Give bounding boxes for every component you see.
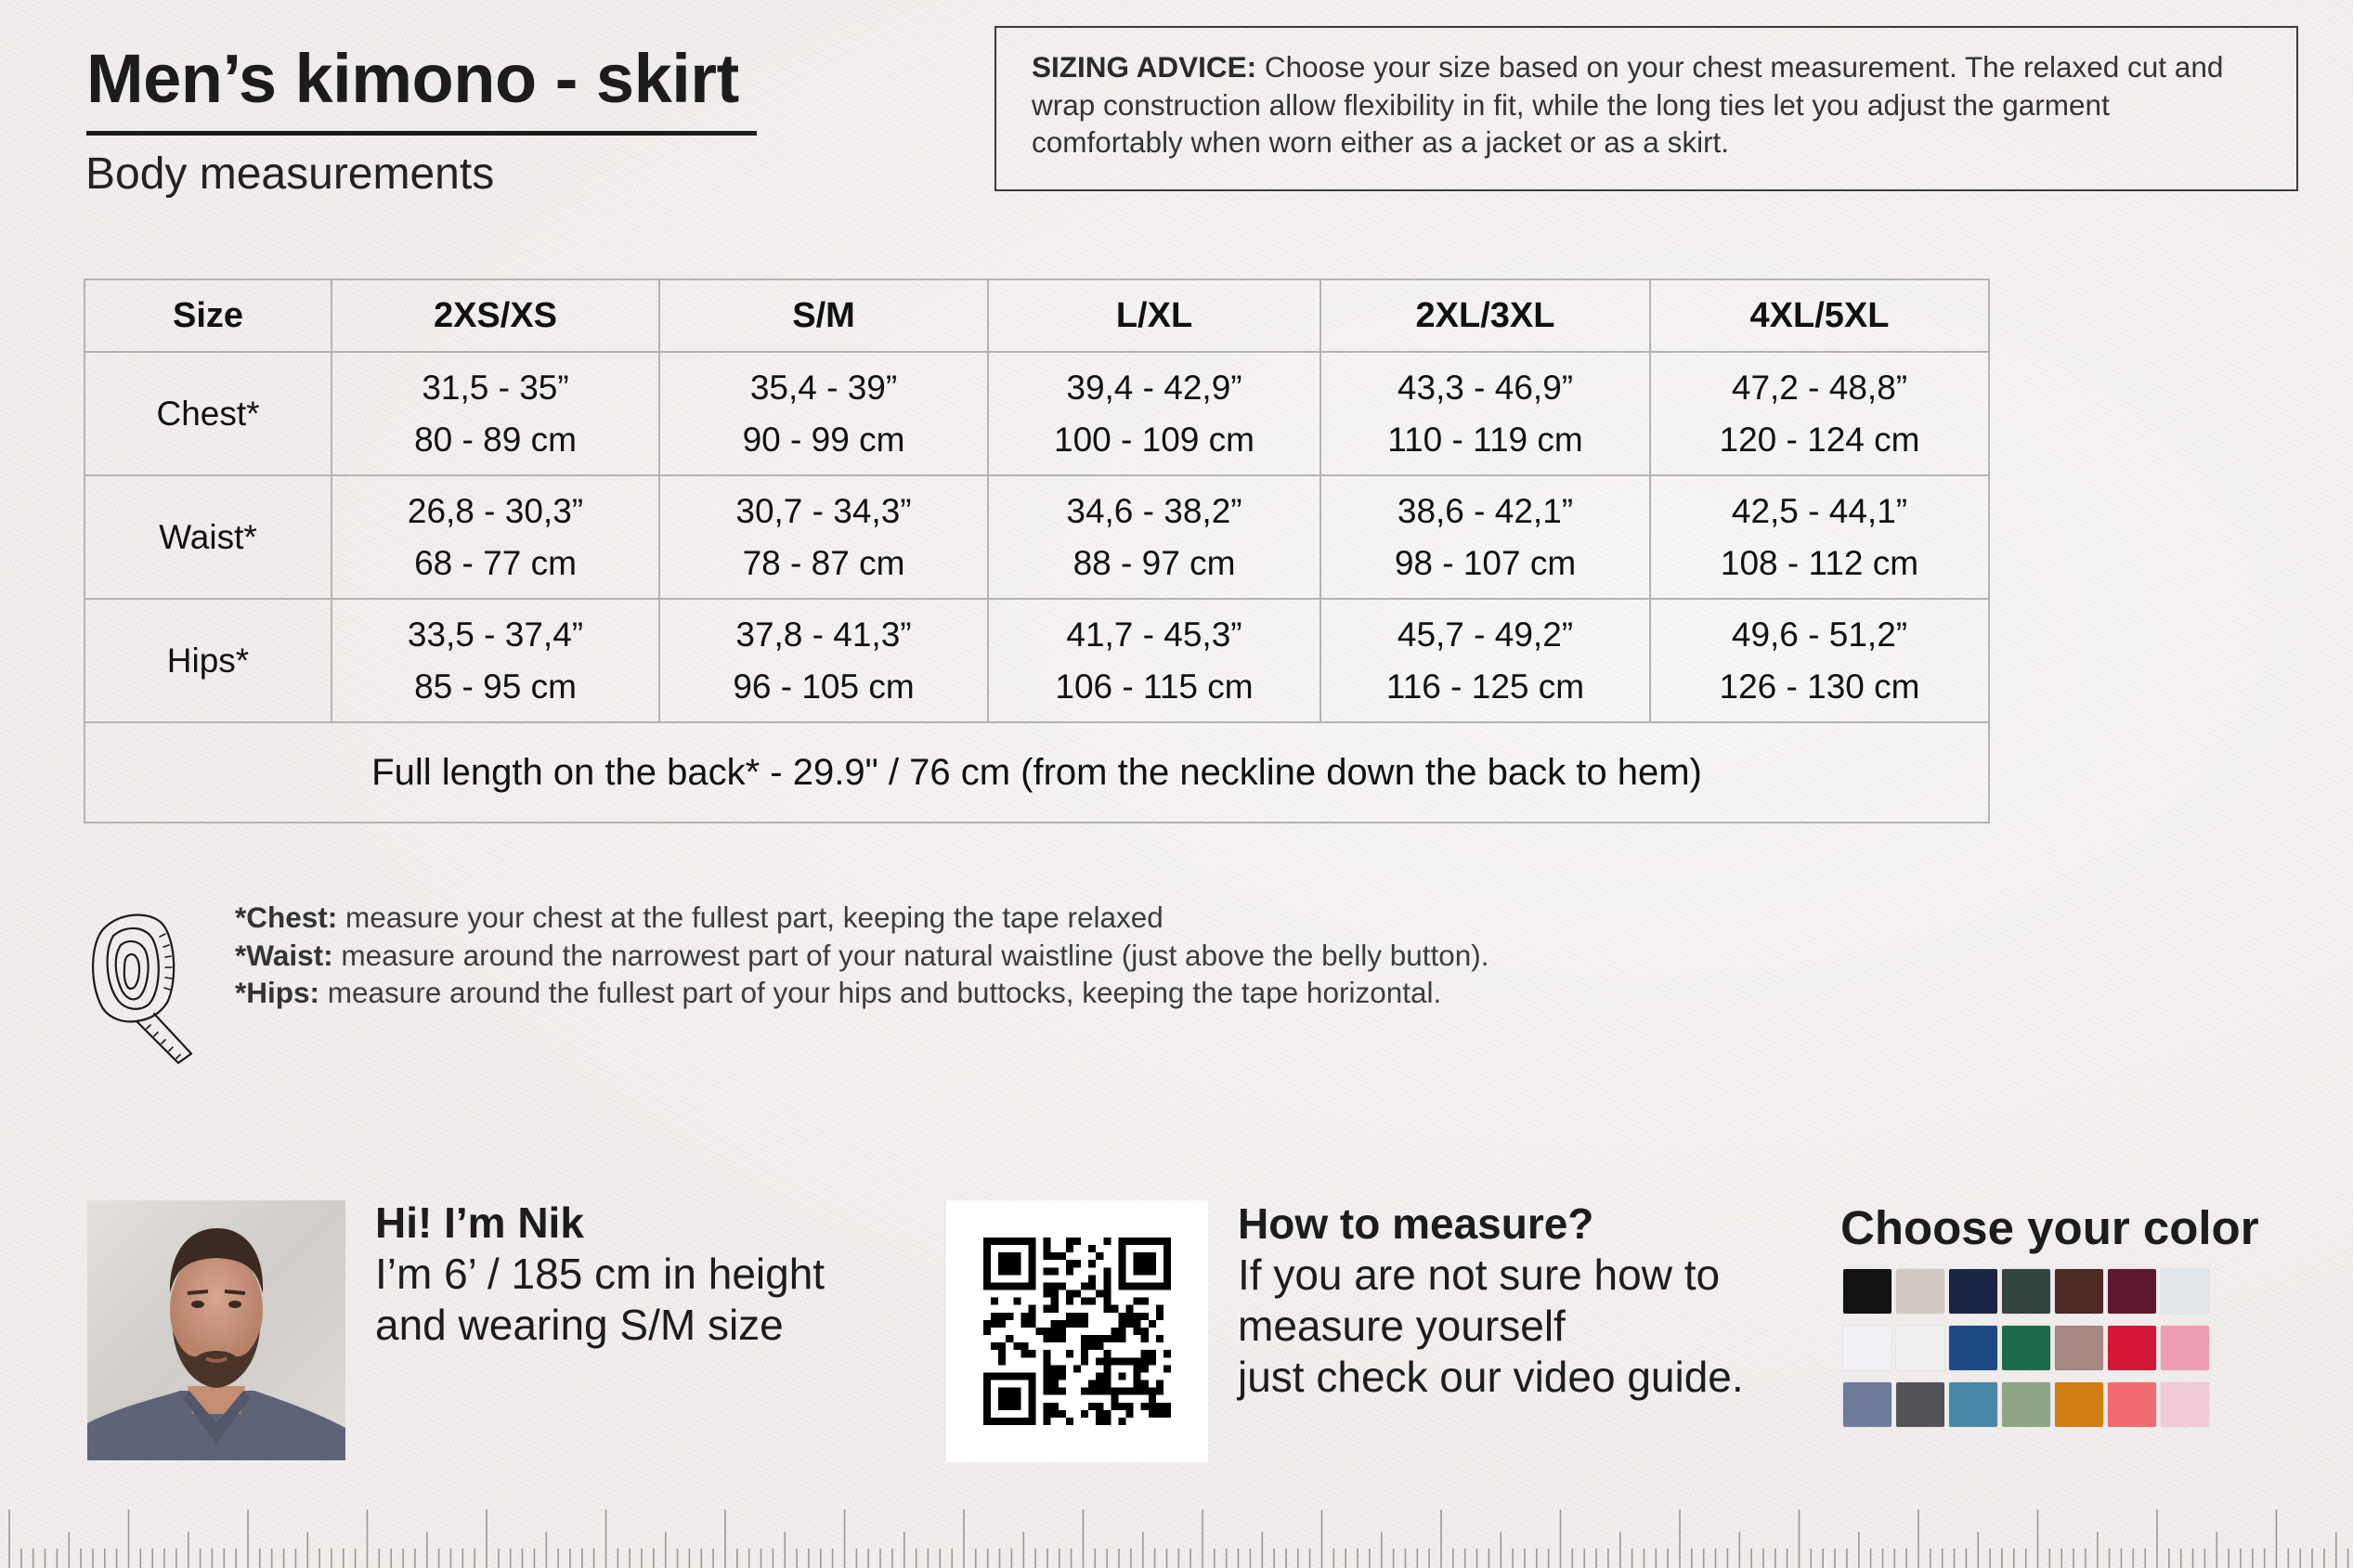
table-cell bbox=[332, 352, 659, 475]
note-label: *Chest: bbox=[235, 901, 338, 934]
color-swatch-grid bbox=[1843, 1269, 2209, 1427]
color-swatch[interactable] bbox=[2161, 1326, 2209, 1370]
color-swatch[interactable] bbox=[2055, 1382, 2103, 1427]
measure-guide-line: just check our video guide. bbox=[1238, 1353, 1744, 1401]
header-size: Size bbox=[84, 279, 332, 352]
note-label: *Hips: bbox=[235, 976, 320, 1009]
full-length-note: Full length on the back* - 29.9" / 76 cm (from the neckline down the back to hem) bbox=[84, 722, 1989, 823]
table-cell bbox=[1320, 475, 1650, 599]
table-cell bbox=[988, 352, 1320, 475]
table-cell bbox=[1650, 475, 1989, 599]
color-swatch[interactable] bbox=[2002, 1382, 2050, 1427]
header-4xl-5xl: 4XL/5XL bbox=[1650, 279, 1989, 352]
cell-inches: 49,6 - 51,2” bbox=[1731, 615, 1908, 654]
color-swatch[interactable] bbox=[1896, 1269, 1944, 1314]
cell-inches: 26,8 - 30,3” bbox=[407, 491, 584, 530]
model-info bbox=[375, 1198, 825, 1351]
model-height: I’m 6’ / 185 cm in height bbox=[375, 1250, 826, 1298]
table-row-waist bbox=[84, 475, 1989, 599]
header-2xs-xs: 2XS/XS bbox=[332, 279, 659, 352]
note-waist bbox=[235, 937, 1489, 975]
cell-inches: 45,7 - 49,2” bbox=[1397, 615, 1574, 654]
cell-cm: 98 - 107 cm bbox=[1394, 543, 1577, 582]
cell-inches: 35,4 - 39” bbox=[749, 368, 898, 407]
cell-inches: 37,8 - 41,3” bbox=[735, 615, 912, 654]
color-swatch[interactable] bbox=[2002, 1269, 2050, 1314]
color-swatch[interactable] bbox=[1896, 1382, 1944, 1427]
cell-inches: 34,6 - 38,2” bbox=[1066, 491, 1242, 530]
sizing-advice-box bbox=[994, 26, 2298, 191]
header-s-m: S/M bbox=[659, 279, 988, 352]
color-swatch[interactable] bbox=[2108, 1382, 2156, 1427]
color-swatch[interactable] bbox=[2002, 1326, 2050, 1370]
color-swatch[interactable] bbox=[2108, 1269, 2156, 1314]
table-cell bbox=[988, 475, 1320, 599]
sizing-advice-label: SIZING ADVICE: bbox=[1032, 50, 1257, 84]
measurement-notes bbox=[235, 899, 1489, 1012]
table-cell bbox=[332, 475, 659, 599]
model-heading: Hi! I’m Nik bbox=[375, 1199, 584, 1247]
table-cell bbox=[1650, 599, 1989, 722]
cell-cm: 106 - 115 cm bbox=[1055, 667, 1254, 706]
color-swatch[interactable] bbox=[2161, 1269, 2209, 1314]
cell-inches: 47,2 - 48,8” bbox=[1731, 368, 1908, 407]
table-row-chest bbox=[84, 352, 1989, 475]
table-cell bbox=[988, 599, 1320, 722]
cell-inches: 39,4 - 42,9” bbox=[1066, 368, 1242, 407]
page-subtitle: Body measurements bbox=[85, 149, 495, 199]
page-title: Men’s kimono - skirt bbox=[86, 40, 739, 117]
qr-code-icon bbox=[983, 1238, 1171, 1425]
header-2xl-3xl: 2XL/3XL bbox=[1320, 279, 1650, 352]
row-label-chest: Chest* bbox=[84, 352, 332, 475]
color-swatch[interactable] bbox=[1949, 1269, 1997, 1314]
cell-cm: 126 - 130 cm bbox=[1719, 667, 1920, 706]
cell-cm: 110 - 119 cm bbox=[1387, 420, 1583, 459]
tape-measure-icon bbox=[85, 901, 208, 1077]
cell-inches: 38,6 - 42,1” bbox=[1397, 491, 1574, 530]
color-swatch[interactable] bbox=[1949, 1382, 1997, 1427]
table-footer-row bbox=[84, 722, 1989, 823]
measure-guide bbox=[1238, 1199, 1744, 1403]
color-swatch[interactable] bbox=[2055, 1269, 2103, 1314]
cell-inches: 41,7 - 45,3” bbox=[1066, 615, 1242, 654]
table-cell bbox=[1650, 352, 1989, 475]
cell-inches: 33,5 - 37,4” bbox=[407, 615, 584, 654]
cell-cm: 88 - 97 cm bbox=[1072, 543, 1236, 582]
table-cell bbox=[332, 599, 659, 722]
note-label: *Waist: bbox=[235, 938, 333, 972]
table-cell bbox=[659, 475, 988, 599]
note-chest bbox=[235, 899, 1489, 937]
measure-guide-heading: How to measure? bbox=[1238, 1199, 1594, 1248]
model-portrait-image bbox=[87, 1200, 345, 1460]
measure-guide-line: measure yourself bbox=[1238, 1302, 1566, 1350]
measure-guide-line: If you are not sure how to bbox=[1238, 1251, 1721, 1299]
table-cell bbox=[659, 352, 988, 475]
color-swatch[interactable] bbox=[1843, 1326, 1892, 1370]
color-swatch[interactable] bbox=[2108, 1326, 2156, 1370]
color-swatch[interactable] bbox=[1949, 1326, 1997, 1370]
table-cell bbox=[1320, 599, 1650, 722]
cell-inches: 30,7 - 34,3” bbox=[735, 491, 912, 530]
title-underline bbox=[86, 131, 757, 136]
cell-cm: 78 - 87 cm bbox=[742, 543, 905, 582]
color-swatch[interactable] bbox=[1896, 1326, 1944, 1370]
video-guide-qr-code[interactable] bbox=[946, 1200, 1208, 1462]
cell-inches: 43,3 - 46,9” bbox=[1397, 368, 1574, 407]
model-size: and wearing S/M size bbox=[375, 1301, 784, 1349]
model-photo bbox=[87, 1200, 345, 1460]
note-text: measure around the narrowest part of your natural waistline (just above the belly button). bbox=[332, 938, 1489, 972]
cell-cm: 108 - 112 cm bbox=[1720, 543, 1919, 582]
color-swatch[interactable] bbox=[1843, 1269, 1892, 1314]
cell-cm: 120 - 124 cm bbox=[1719, 420, 1920, 459]
note-text: measure around the fullest part of your hips and buttocks, keeping the tape horizontal. bbox=[319, 976, 1442, 1009]
header-l-xl: L/XL bbox=[988, 279, 1320, 352]
table-header-row bbox=[84, 279, 1989, 352]
color-section-title: Choose your color bbox=[1840, 1201, 2259, 1254]
cell-cm: 85 - 95 cm bbox=[414, 667, 577, 706]
table-cell bbox=[1320, 352, 1650, 475]
color-swatch[interactable] bbox=[2055, 1326, 2103, 1370]
ruler-decoration bbox=[0, 1495, 2353, 1568]
color-swatch[interactable] bbox=[1843, 1382, 1892, 1427]
cell-cm: 100 - 109 cm bbox=[1054, 420, 1254, 459]
cell-cm: 96 - 105 cm bbox=[733, 667, 915, 706]
cell-inches: 31,5 - 35” bbox=[422, 368, 569, 407]
cell-cm: 68 - 77 cm bbox=[414, 543, 577, 582]
cell-cm: 90 - 99 cm bbox=[742, 420, 905, 459]
sizing-advice-text: Choose your size based on your chest measurement. The relaxed cut and wrap construction allow flexibility in fit, while the long ties let you adjust the garment comfortably when worn either as a jacket or as a skirt. bbox=[1032, 50, 2224, 159]
color-swatch[interactable] bbox=[2161, 1382, 2209, 1427]
note-text: measure your chest at the fullest part, keeping the tape relaxed bbox=[337, 901, 1164, 934]
cell-inches: 42,5 - 44,1” bbox=[1731, 491, 1908, 530]
note-hips bbox=[235, 974, 1489, 1012]
row-label-waist: Waist* bbox=[84, 475, 332, 599]
table-row-hips bbox=[84, 599, 1989, 722]
row-label-hips: Hips* bbox=[84, 599, 332, 722]
cell-cm: 80 - 89 cm bbox=[414, 420, 577, 459]
table-cell bbox=[659, 599, 988, 722]
size-chart-table bbox=[84, 279, 1990, 823]
cell-cm: 116 - 125 cm bbox=[1385, 667, 1585, 706]
